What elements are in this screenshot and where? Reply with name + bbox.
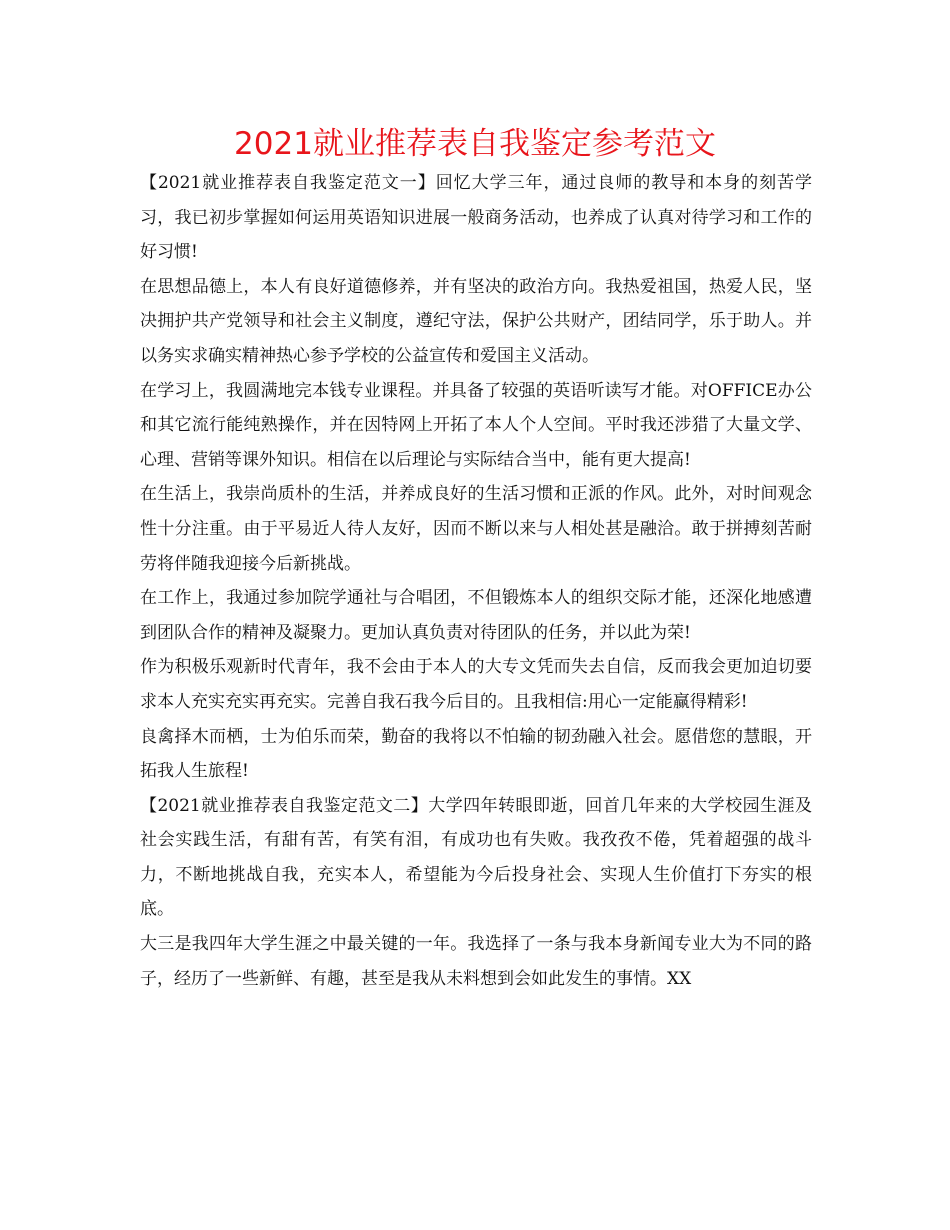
document-title: 2021就业推荐表自我鉴定参考范文 <box>234 126 716 162</box>
paragraph: 【2021就业推荐表自我鉴定范文一】回忆大学三年，通过良师的教导和本身的刻苦学习，我已初步掌握如何运用英语知识进展一般商务活动，也养成了认真对待学习和工作的好习惯! <box>140 173 812 263</box>
document-body <box>140 166 812 996</box>
paragraph: 在思想品德上，本人有良好道德修养，并有坚决的政治方向。我热爱祖国，热爱人民，坚决拥护共产党领导和社会主义制度，遵纪守法，保护公共财产，团结同学，乐于助人。并以务实求确实精神热心参予学校的公益宣传和爱国主义活动。 <box>140 276 812 366</box>
paragraph: 在学习上，我圆满地完本钱专业课程。并具备了较强的英语听读写才能。对OFFICE办公和其它流行能纯熟操作，并在因特网上开拓了本人个人空间。平时我还涉猎了大量文学、心理、营销等课外知识。相信在以后理论与实际结合当中，能有更大提高! <box>140 380 812 470</box>
paragraph: 【2021就业推荐表自我鉴定范文二】大学四年转眼即逝，回首几年来的大学校园生涯及社会实践生活，有甜有苦，有笑有泪，有成功也有失败。我孜孜不倦，凭着超强的战斗力，不断地挑战自我，充实本人，希望能为今后投身社会、实现人生价值打下夯实的根底。 <box>140 795 812 920</box>
paragraph: 作为积极乐观新时代青年，我不会由于本人的大专文凭而失去自信，反而我会更加迫切要求本人充实充实再充实。完善自我石我今后目的。且我相信:用心一定能赢得精彩! <box>140 657 812 712</box>
paragraph: 在工作上，我通过参加院学通社与合唱团，不但锻炼本人的组织交际才能，还深化地感遭到团队合作的精神及凝聚力。更加认真负责对待团队的任务，并以此为荣! <box>140 588 812 643</box>
paragraph: 大三是我四年大学生涯之中最关键的一年。我选择了一条与我本身新闻专业大为不同的路子，经历了一些新鲜、有趣，甚至是我从未料想到会如此发生的事情。XX <box>140 934 812 989</box>
paragraph: 良禽择木而栖，士为伯乐而荣，勤奋的我将以不怕输的韧劲融入社会。愿借您的慧眼，开拓我人生旅程! <box>140 726 812 782</box>
paragraph: 在生活上，我崇尚质朴的生活，并养成良好的生活习惯和正派的作风。此外，对时间观念性十分注重。由于平易近人待人友好，因而不断以来与人相处甚是融洽。敢于拼搏刻苦耐劳将伴随我迎接今后新挑战。 <box>140 484 812 574</box>
